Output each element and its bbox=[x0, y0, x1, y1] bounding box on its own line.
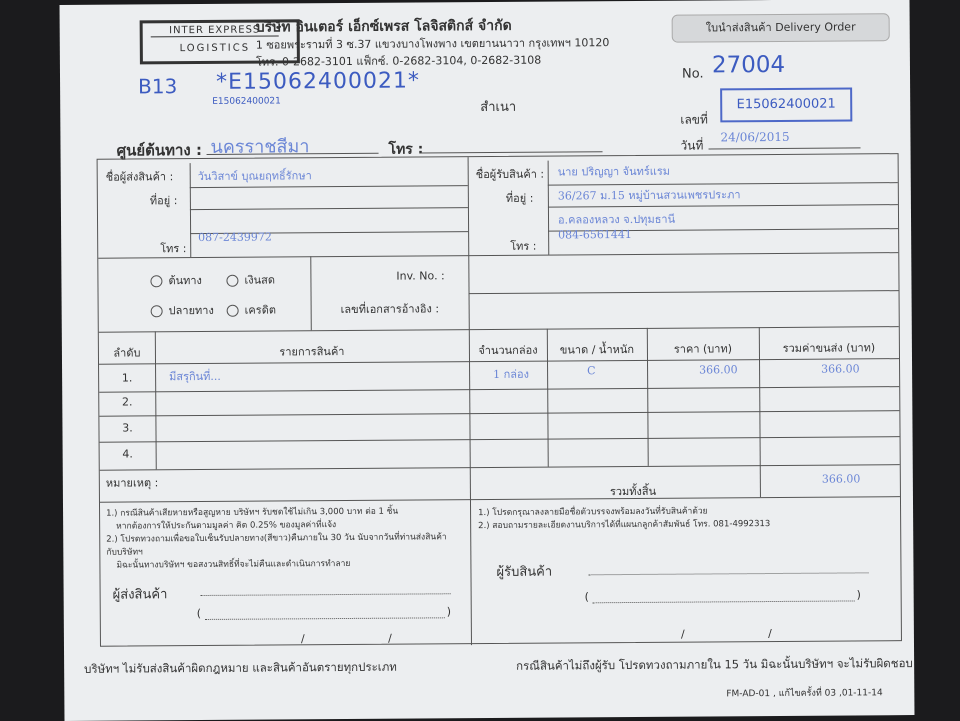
receiver-signature-label: ผู้รับสินค้า bbox=[496, 564, 553, 580]
radio-icon bbox=[150, 275, 162, 287]
logo-line2: LOGISTICS bbox=[179, 42, 251, 55]
divider bbox=[469, 290, 899, 294]
remark-label: หมายเหตุ : bbox=[105, 476, 159, 490]
term-line: 2.) โปรดทวงถามเพื่อขอใบเซ็นรับปลายทาง(สีขาว)คืนภายใน 30 วัน นับจากวันที่ท่านส่งสินค้ากับบริษัทฯ bbox=[106, 532, 447, 558]
divider bbox=[190, 207, 468, 210]
payment-cash-label: เงินสด bbox=[244, 273, 275, 287]
row-number: 1. bbox=[121, 371, 133, 385]
sender-tel: 087-2439972 bbox=[198, 230, 272, 245]
form-code: FM-AD-01 , แก้ไขครั้งที่ 03 ,01-11-14 bbox=[726, 688, 883, 700]
sender-signature-line[interactable] bbox=[201, 593, 451, 596]
sender-tel-label: โทร : bbox=[160, 242, 187, 256]
sender-signature-label: ผู้ส่งสินค้า bbox=[112, 587, 168, 603]
row-number: 2. bbox=[121, 395, 133, 409]
receiver-tel-label: โทร : bbox=[510, 239, 537, 253]
footer-left-note: บริษัทฯ ไม่รับส่งสินค้าผิดกฎหมาย และสินค้าอันตรายทุกประเภท bbox=[84, 659, 397, 676]
term-line: มิฉะนั้นทางบริษัทฯ ขอสงวนสิทธิ์ที่จะไม่คืนและดำเนินการทำลาย bbox=[116, 558, 351, 571]
col-header-item: รายการสินค้า bbox=[279, 344, 345, 359]
divider bbox=[98, 252, 898, 259]
reference-stamp: E15062400021 bbox=[720, 87, 852, 122]
divider bbox=[468, 255, 470, 329]
receiver-signature-line[interactable] bbox=[588, 572, 868, 575]
document-type-badge: ใบนำส่งสินค้า Delivery Order bbox=[672, 13, 890, 43]
row-size: C bbox=[587, 364, 596, 378]
branch-code: B13 bbox=[137, 74, 178, 99]
grand-total-label: รวมทั้งสิ้น bbox=[609, 484, 657, 499]
date-underline bbox=[709, 147, 861, 149]
receiver-name-label: ชื่อผู้รับสินค้า : bbox=[475, 167, 545, 182]
receiver-address-label: ที่อยู่ : bbox=[505, 191, 534, 205]
divider bbox=[310, 256, 312, 330]
receiver-date-line[interactable]: / / bbox=[680, 626, 812, 641]
terms-left bbox=[106, 505, 456, 572]
barcode-text: *E15062400021* bbox=[215, 68, 421, 95]
paren-open: ( bbox=[584, 590, 589, 604]
col-header-price: ราคา (บาท) bbox=[673, 342, 733, 356]
term-line: 2.) สอบถามรายละเอียดงานบริการได้ที่แผนกลูกค้าสัมพันธ์ โทร. 081-4992313 bbox=[478, 519, 771, 532]
payment-credit-option[interactable] bbox=[227, 300, 276, 318]
origin-tel-underline bbox=[421, 151, 603, 153]
payment-origin-label: ต้นทาง bbox=[168, 273, 202, 288]
terms-right bbox=[478, 505, 828, 533]
company-name: บริษัท อินเตอร์ เอ็กซ์เพรส โลจิสติกส์ จำกัด bbox=[255, 17, 512, 36]
origin-tel-label: โทร : bbox=[388, 141, 424, 158]
sender-name: วันวิสาข์ บุณยฤทธิ์รักษา bbox=[197, 169, 312, 184]
divider bbox=[99, 386, 899, 393]
delivery-order-slip bbox=[60, 0, 915, 721]
divider bbox=[99, 326, 899, 333]
divider bbox=[99, 410, 899, 417]
sender-date-line[interactable]: / / bbox=[300, 631, 432, 646]
divider bbox=[548, 204, 898, 207]
logo-line1: INTER EXPRESS bbox=[151, 24, 279, 37]
receiver-address-line2: อ.คลองหลวง จ.ปทุมธานี bbox=[557, 212, 676, 227]
document-number: 27004 bbox=[711, 51, 786, 79]
row-number: 4. bbox=[122, 447, 133, 461]
receiver-address-line1: 36/267 ม.15 หมู่บ้านสวนเพชรประภา bbox=[557, 188, 741, 203]
company-phone: โทร. 0-2682-3101 แฟ็กซ์. 0-2682-3104, 0-2682-3108 bbox=[255, 53, 542, 69]
reference-document-label: เลขที่เอกสารอ้างอิง : bbox=[340, 302, 440, 317]
paren-open: ( bbox=[196, 607, 202, 621]
paren-close: ) bbox=[856, 588, 861, 602]
radio-icon bbox=[227, 305, 239, 317]
divider bbox=[100, 464, 900, 471]
number-label: No. bbox=[681, 66, 704, 82]
paren-close: ) bbox=[446, 605, 452, 619]
divider bbox=[100, 436, 900, 443]
term-line: หากต้องการให้ประกันตามมูลค่า คิด 0.25% ของมูลค่าที่แจ้ง bbox=[116, 520, 337, 532]
reference-label: เลขที่ bbox=[680, 112, 708, 127]
row-item: มีสรุกินที่... bbox=[169, 369, 221, 384]
sender-address-label: ที่อยู่ : bbox=[149, 194, 178, 208]
origin-center-label: ศูนย์ต้นทาง : bbox=[116, 140, 203, 160]
receiver-tel: 084-6561441 bbox=[558, 227, 632, 242]
receiver-name: นาย ปริญญา จันทร์แรม bbox=[557, 164, 671, 179]
row-price: 366.00 bbox=[699, 363, 738, 377]
sender-name-label: ชื่อผู้ส่งสินค้า : bbox=[105, 170, 174, 184]
row-total: 366.00 bbox=[821, 362, 860, 376]
col-header-no: ลำดับ bbox=[113, 346, 141, 360]
col-header-qty: จำนวนกล่อง bbox=[478, 343, 538, 358]
divider bbox=[190, 185, 468, 188]
row-qty: 1 กล่อง bbox=[493, 367, 530, 381]
company-info bbox=[256, 17, 610, 70]
sender-name-line[interactable] bbox=[205, 617, 445, 620]
col-header-size: ขนาด / น้ำหนัก bbox=[559, 342, 635, 357]
origin-center-value: นครราชสีมา bbox=[210, 136, 310, 158]
invoice-number-label: Inv. No. : bbox=[396, 269, 445, 283]
radio-icon bbox=[151, 305, 163, 317]
footer-right-note: กรณีสินค้าไม่ถึงผู้รับ โปรดทวงถามภายใน 15 วัน มิฉะนั้นบริษัทฯ จะไม่รับผิดชอบ bbox=[516, 656, 913, 673]
form-frame bbox=[97, 153, 902, 647]
date-label: วันที่ bbox=[680, 138, 704, 153]
barcode-small-text: E15062400021 bbox=[212, 96, 281, 107]
divider bbox=[470, 499, 472, 645]
term-line: 1.) โปรดกรุณาลงลายมือชื่อตัวบรรจงพร้อมลงวันที่รับสินค้าด้วย bbox=[478, 506, 708, 519]
copy-label: สำเนา bbox=[480, 99, 517, 116]
col-header-total: รวมค่าขนส่ง (บาท) bbox=[782, 341, 876, 355]
radio-icon bbox=[226, 275, 238, 287]
divider bbox=[100, 496, 900, 503]
company-address: 1 ซอยพระรามที่ 3 ซ.37 แขวงบางโพงพาง เขตยานนาวา กรุงเทพฯ 10120 bbox=[255, 36, 610, 52]
date-value: 24/06/2015 bbox=[720, 129, 790, 145]
term-line: 1.) กรณีสินค้าเสียหายหรือสูญหาย บริษัทฯ รับชดใช้ไม่เกิน 3,000 บาท ต่อ 1 ชิ้น bbox=[106, 506, 399, 519]
payment-destination-option[interactable] bbox=[151, 301, 214, 319]
row-number: 3. bbox=[122, 421, 133, 435]
payment-cash-option[interactable] bbox=[226, 270, 275, 288]
payment-credit-label: เครดิต bbox=[244, 303, 277, 317]
grand-total-value: 366.00 bbox=[821, 472, 861, 486]
payment-origin-option[interactable] bbox=[150, 271, 202, 289]
payment-destination-label: ปลายทาง bbox=[168, 303, 214, 318]
receiver-name-line[interactable] bbox=[593, 600, 855, 603]
